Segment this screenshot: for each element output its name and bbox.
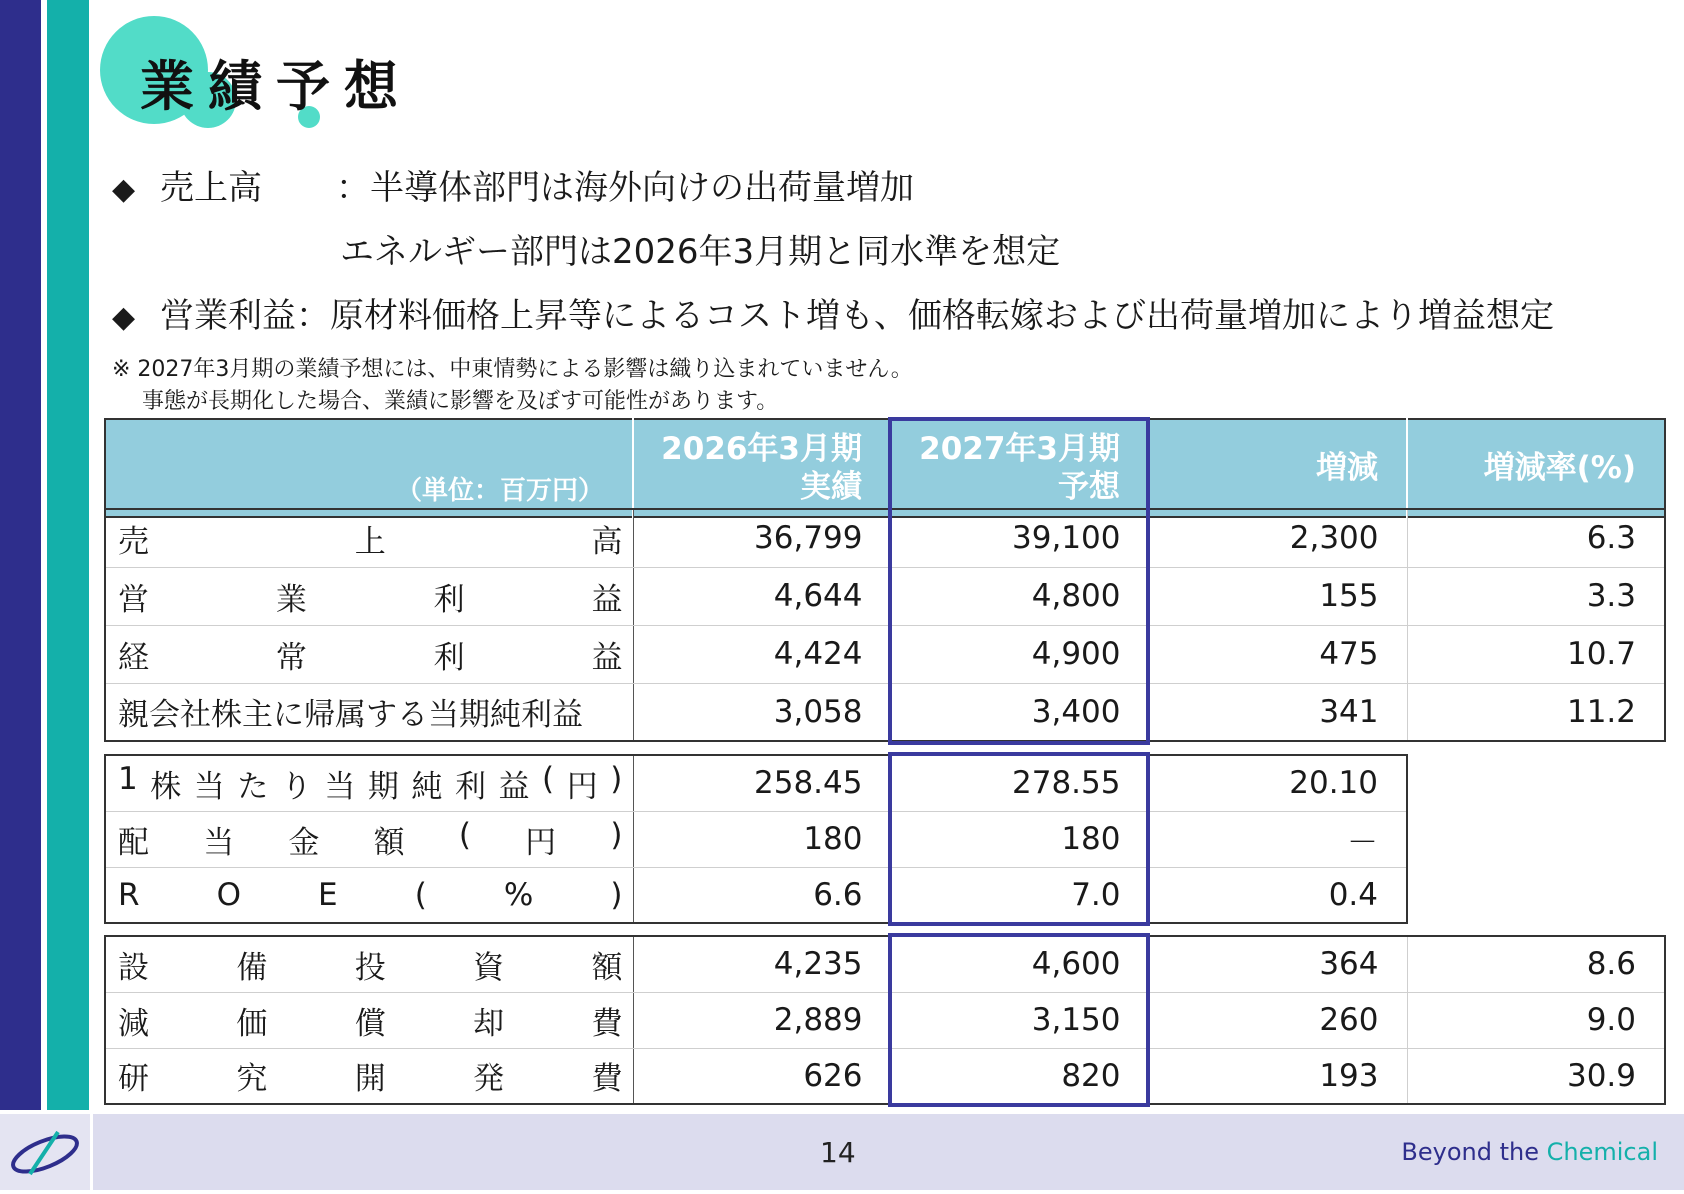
table-row	[105, 509, 1665, 567]
note-line-2: 事態が長期化した場合、業績に影響を及ぼす可能性があります。	[142, 389, 779, 414]
unit-label: （単位：百万円）	[105, 419, 633, 517]
cell-rate: 6.3	[1407, 509, 1665, 567]
cell-change: 260	[1149, 992, 1407, 1048]
table-row	[105, 811, 1407, 867]
bullet-sales-text: ：半導体部門は海外向けの出荷量増加	[336, 168, 914, 208]
cell-change: 341	[1149, 683, 1407, 741]
cell-change: 193	[1149, 1048, 1407, 1104]
cell-fy2027: 39,100	[891, 509, 1149, 567]
bullet-sales-text-2: エネルギー部門は2026年3月期と同水準を想定	[340, 232, 1061, 272]
table-group-1	[104, 508, 1666, 742]
bullet-operating-profit	[112, 288, 1554, 337]
note-line-1: ※ 2027年3月期の業績予想には、中東情勢による影響は織り込まれていません。	[112, 357, 913, 382]
cell-fy2027: 180	[891, 811, 1149, 867]
header-fy2026: 2026年3月期 実績	[633, 419, 891, 517]
table-header	[104, 418, 1666, 518]
row-label: 1 株 当 た り 当 期 純 利 益 ( 円 )	[105, 755, 633, 811]
row-label: 減 価 償 却 費	[105, 992, 633, 1048]
table-row	[105, 683, 1665, 741]
table-row	[105, 867, 1407, 923]
cell-change: 364	[1149, 936, 1407, 992]
cell-rate: 11.2	[1407, 683, 1665, 741]
row-label: 売 上 高	[105, 509, 633, 567]
cell-fy2026: 3,058	[633, 683, 891, 741]
cell-rate: 9.0	[1407, 992, 1665, 1048]
footer-tagline: Beyond the Chemical	[1401, 1138, 1658, 1166]
bullet-sales-label: 売上高	[160, 168, 262, 208]
row-label: 営 業 利 益	[105, 567, 633, 625]
cell-fy2027: 7.0	[891, 867, 1149, 923]
left-navy-bar	[0, 0, 41, 1110]
header-change: 増減	[1149, 419, 1407, 517]
cell-fy2027: 278.55	[891, 755, 1149, 811]
row-label: 親会社株主に帰属する当期純利益	[105, 683, 633, 741]
cell-fy2026: 180	[633, 811, 891, 867]
row-label: 経 常 利 益	[105, 625, 633, 683]
cell-change: 2,300	[1149, 509, 1407, 567]
cell-fy2027: 820	[891, 1048, 1149, 1104]
diamond-bullet-icon: ◆	[112, 172, 136, 207]
table-row	[105, 625, 1665, 683]
table-group-2	[104, 754, 1408, 924]
cell-fy2027: 3,400	[891, 683, 1149, 741]
cell-rate: 8.6	[1407, 936, 1665, 992]
cell-fy2027: 4,800	[891, 567, 1149, 625]
footer	[0, 1114, 1684, 1190]
cell-fy2026: 4,424	[633, 625, 891, 683]
cell-fy2026: 36,799	[633, 509, 891, 567]
row-label: 配 当 金 額 ( 円 )	[105, 811, 633, 867]
page-title: 業績予想	[140, 55, 412, 118]
left-teal-bar	[47, 0, 89, 1110]
cell-change: －	[1149, 811, 1407, 867]
cell-change: 20.10	[1149, 755, 1407, 811]
cell-change: 0.4	[1149, 867, 1407, 923]
footer-logo-area	[0, 1114, 93, 1190]
bullet-op-label: 営業利益	[160, 296, 296, 336]
header-fy2027: 2027年3月期 予想	[891, 419, 1149, 517]
cell-fy2026: 258.45	[633, 755, 891, 811]
cell-fy2026: 4,644	[633, 567, 891, 625]
diamond-bullet-icon: ◆	[112, 300, 136, 335]
table-row	[105, 992, 1665, 1048]
cell-fy2026: 2,889	[633, 992, 891, 1048]
cell-rate: 10.7	[1407, 625, 1665, 683]
cell-fy2026: 6.6	[633, 867, 891, 923]
table-row	[105, 936, 1665, 992]
table-row	[105, 567, 1665, 625]
table-group-3	[104, 935, 1666, 1105]
bullet-sales	[112, 160, 914, 209]
table-row	[105, 755, 1407, 811]
table-row	[105, 1048, 1665, 1104]
cell-rate: 3.3	[1407, 567, 1665, 625]
row-label: 研 究 開 発 費	[105, 1048, 633, 1104]
cell-fy2027: 4,900	[891, 625, 1149, 683]
cell-rate: 30.9	[1407, 1048, 1665, 1104]
cell-change: 475	[1149, 625, 1407, 683]
row-label: R O E ( % )	[105, 867, 633, 923]
cell-fy2027: 3,150	[891, 992, 1149, 1048]
row-label: 設 備 投 資 額	[105, 936, 633, 992]
cell-change: 155	[1149, 567, 1407, 625]
cell-fy2026: 4,235	[633, 936, 891, 992]
bullet-op-text: ：原材料価格上昇等によるコスト増も、価格転嫁および出荷量増加により増益想定	[296, 296, 1554, 336]
page-number: 14	[820, 1136, 856, 1169]
company-logo-icon	[0, 1114, 90, 1190]
header-rate: 増減率(%)	[1407, 419, 1665, 517]
cell-fy2027: 4,600	[891, 936, 1149, 992]
cell-fy2026: 626	[633, 1048, 891, 1104]
